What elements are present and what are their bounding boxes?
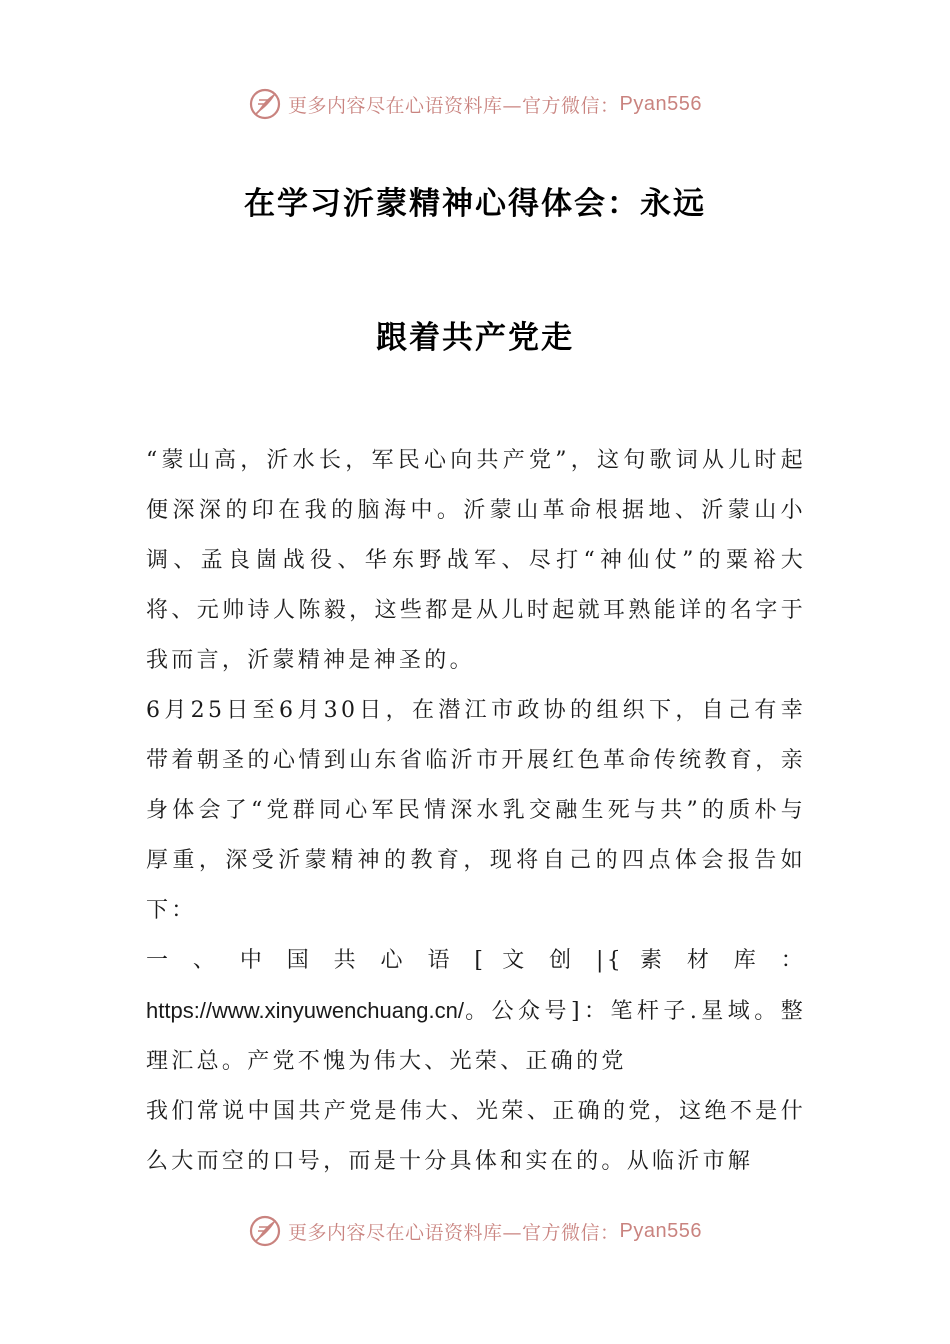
paragraph-party: 我们常说中国共产党是伟大、光荣、正确的党，这绝不是什么大而空的口号，而是十分具体和实在的。从临沂市解	[146, 1099, 806, 1174]
watermark-text: 更多内容尽在心语资料库—官方微信：	[288, 1221, 620, 1244]
document-title-line-1: 在学习沂蒙精神心得体会：永远	[244, 186, 706, 222]
paragraph-intro: “蒙山高，沂水长，军民心向共产党”，这句歌词从儿时起便深深的印在我的脑海中。沂蒙山革命根据地、沂蒙山小调、孟良崮战役、华东野战军、尽打“神仙仗”的粟裕大将、元帅诗人陈毅，这些都是从儿时起就耳熟能详的名字于我而言，沂蒙精神是神圣的。	[146, 448, 806, 673]
paragraph-section-one-heading	[146, 936, 806, 1087]
paragraph-trip: 6月25日至6月30日，在潜江市政协的组织下，自己有幸带着朝圣的心情到山东省临沂市开展红色革命传统教育，亲身体会了“党群同心军民情深水乳交融生死与共”的质朴与厚重，深受沂蒙精神的教育，现将自己的四点体会报告如下：	[146, 698, 806, 923]
source-url: https://www.xinyuwenchuang.cn/	[146, 998, 464, 1023]
watermark-text: 更多内容尽在心语资料库—官方微信：	[288, 94, 620, 117]
quill-logo-icon	[248, 87, 282, 121]
watermark-wechat-id: Pyan556	[619, 1219, 702, 1242]
header-watermark	[0, 84, 950, 124]
section-one-suffix: 。公众号]：笔杆子.星域。整理汇总。产党不愧为伟大、光荣、正确的党	[146, 999, 806, 1074]
section-one-prefix: 一 、 中 国 共 心 语 [ 文 创 |{ 素 材 库 ：	[146, 948, 806, 973]
watermark-wechat-id: Pyan556	[619, 92, 702, 115]
document-title-line-2: 跟着共产党走	[376, 320, 574, 356]
document-body	[146, 436, 806, 1187]
footer-watermark	[0, 1211, 950, 1251]
quill-logo-icon	[248, 1214, 282, 1248]
